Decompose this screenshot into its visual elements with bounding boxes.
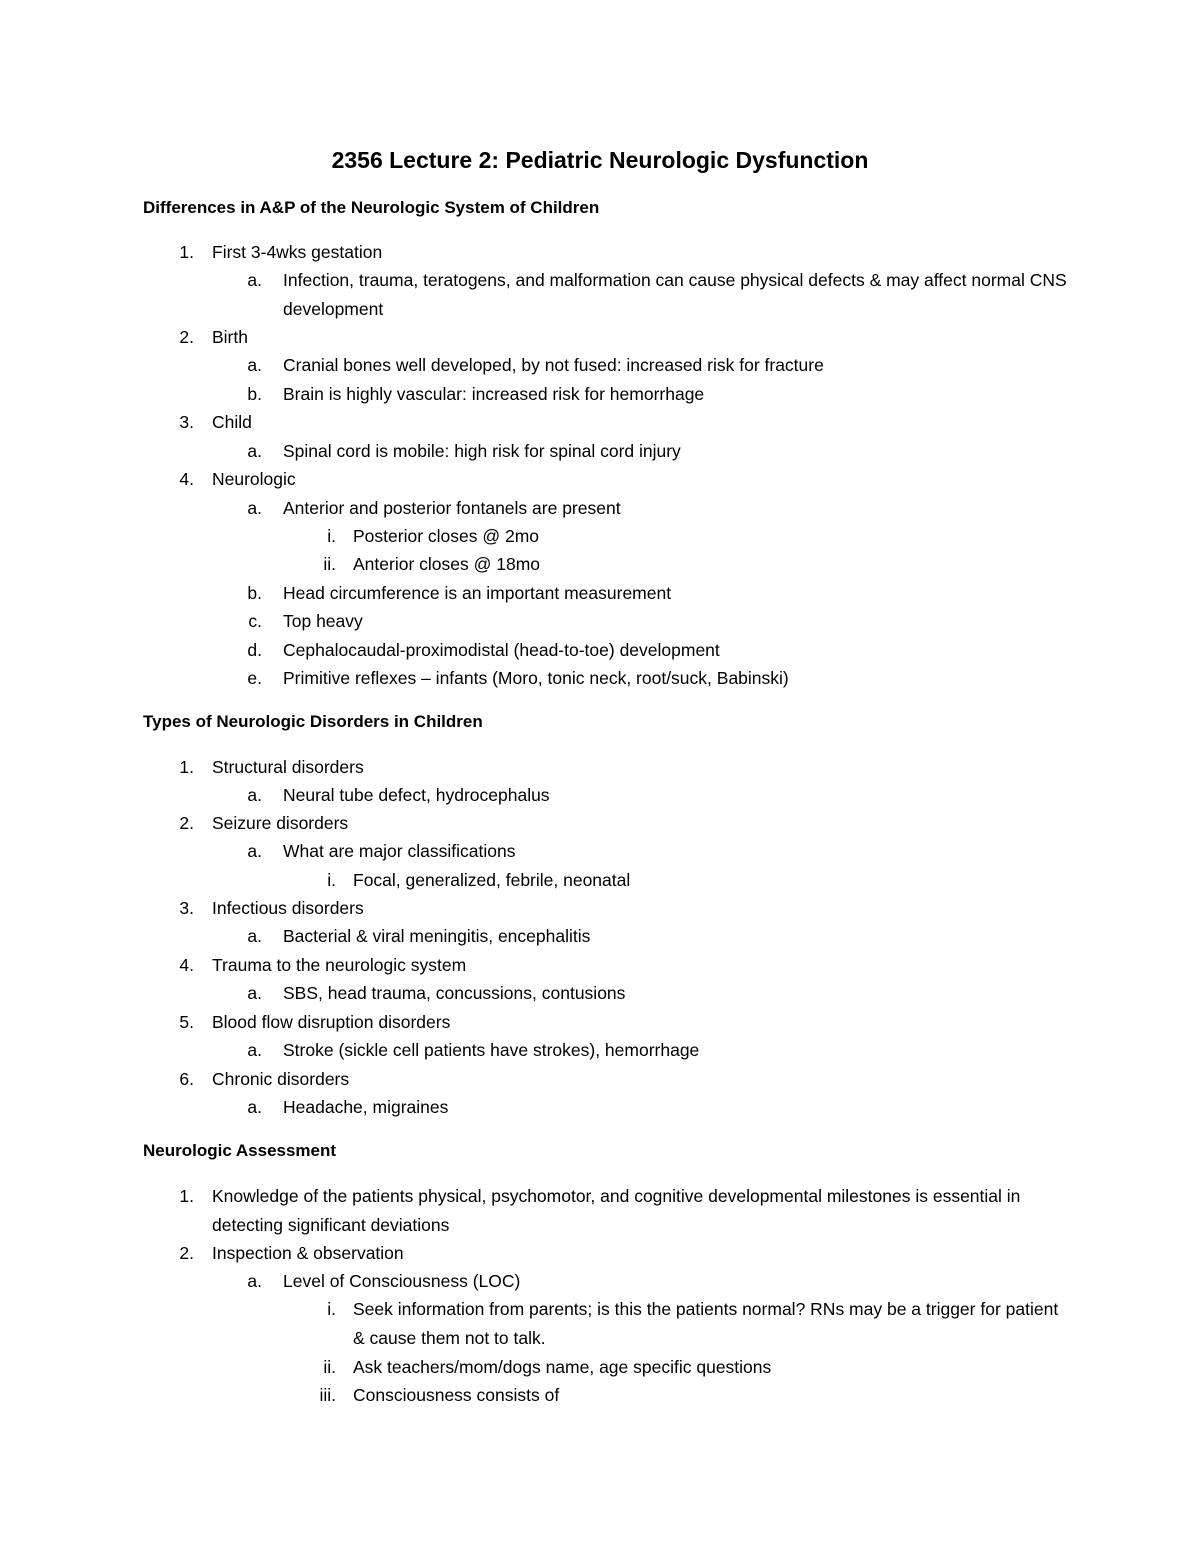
list-item: Structural disorders (212, 757, 364, 777)
list-marker: 4. (179, 955, 194, 975)
section-heading-differences: Differences in A&P of the Neurologic System of Children (143, 198, 600, 217)
list-marker: a. (247, 841, 262, 861)
list-item: Child (212, 412, 252, 432)
list-item: Chronic disorders (212, 1069, 350, 1089)
list-item: Bacterial & viral meningitis, encephalitis (283, 926, 591, 946)
list-item: Cephalocaudal-proximodistal (head-to-toe) development (283, 640, 720, 660)
list-item: Consciousness consists of (353, 1385, 560, 1405)
list-marker: b. (247, 384, 262, 404)
list-marker: a. (247, 355, 262, 375)
list-item: Knowledge of the patients physical, psychomotor, and cognitive developmental milestones is essential in detecting significant deviations (212, 1186, 1021, 1235)
list-marker: a. (247, 926, 262, 946)
list-item: Focal, generalized, febrile, neonatal (353, 870, 631, 890)
list-marker: a. (247, 270, 262, 290)
list-marker: i. (327, 870, 336, 890)
list-marker: a. (247, 1097, 262, 1117)
list-item: Stroke (sickle cell patients have strokes), hemorrhage (283, 1040, 700, 1060)
section-heading-assessment: Neurologic Assessment (143, 1141, 337, 1160)
list-marker: 5. (179, 1012, 194, 1032)
list-marker: ii. (323, 1357, 336, 1377)
list-item: Primitive reflexes – infants (Moro, tonic neck, root/suck, Babinski) (283, 668, 789, 688)
list-item: Birth (212, 327, 248, 347)
list-item: Infection, trauma, teratogens, and malformation can cause physical defects & may affect normal CNS development (283, 270, 1067, 319)
list-marker: 6. (179, 1069, 194, 1089)
list-item: Seizure disorders (212, 813, 349, 833)
list-item: Headache, migraines (283, 1097, 449, 1117)
list-marker: c. (248, 611, 262, 631)
list-item: SBS, head trauma, concussions, contusions (283, 983, 626, 1003)
section-heading-types: Types of Neurologic Disorders in Children (143, 712, 483, 731)
list-marker: 1. (179, 757, 194, 777)
list-item: Neural tube defect, hydrocephalus (283, 785, 550, 805)
list-item: Inspection & observation (212, 1243, 404, 1263)
list-marker: i. (327, 526, 336, 546)
list-marker: 2. (179, 1243, 194, 1263)
list-marker: 3. (179, 898, 194, 918)
list-marker: a. (247, 983, 262, 1003)
list-marker: a. (247, 1271, 262, 1291)
list-item: Head circumference is an important measurement (283, 583, 672, 603)
list-marker: i. (327, 1299, 336, 1319)
list-item: Infectious disorders (212, 898, 364, 918)
list-marker: e. (247, 668, 262, 688)
list-marker: ii. (323, 554, 336, 574)
list-marker: a. (247, 441, 262, 461)
list-item: First 3-4wks gestation (212, 242, 383, 262)
list-marker: 2. (179, 813, 194, 833)
list-item: Neurologic (212, 469, 296, 489)
list-item: Seek information from parents; is this the patients normal? RNs may be a trigger for patient & cause them not to talk. (353, 1299, 1059, 1348)
list-item: Anterior and posterior fontanels are present (283, 498, 621, 518)
list-item: Top heavy (283, 611, 363, 631)
list-marker: a. (247, 785, 262, 805)
list-marker: a. (247, 498, 262, 518)
list-item: Posterior closes @ 2mo (353, 526, 540, 546)
list-marker: iii. (319, 1385, 336, 1405)
list-item: Anterior closes @ 18mo (353, 554, 541, 574)
document-title: 2356 Lecture 2: Pediatric Neurologic Dysfunction (331, 147, 869, 173)
list-marker: 3. (179, 412, 194, 432)
list-marker: 2. (179, 327, 194, 347)
list-marker: b. (247, 583, 262, 603)
list-marker: d. (247, 640, 262, 660)
list-item: What are major classifications (283, 841, 516, 861)
list-item: Level of Consciousness (LOC) (283, 1271, 521, 1291)
list-marker: a. (247, 1040, 262, 1060)
list-item: Blood flow disruption disorders (212, 1012, 451, 1032)
list-marker: 1. (179, 242, 194, 262)
list-item: Ask teachers/mom/dogs name, age specific questions (353, 1357, 772, 1377)
list-item: Brain is highly vascular: increased risk for hemorrhage (283, 384, 705, 404)
list-item: Trauma to the neurologic system (212, 955, 467, 975)
list-item: Spinal cord is mobile: high risk for spinal cord injury (283, 441, 681, 461)
list-marker: 4. (179, 469, 194, 489)
list-item: Cranial bones well developed, by not fused: increased risk for fracture (283, 355, 824, 375)
list-marker: 1. (179, 1186, 194, 1206)
